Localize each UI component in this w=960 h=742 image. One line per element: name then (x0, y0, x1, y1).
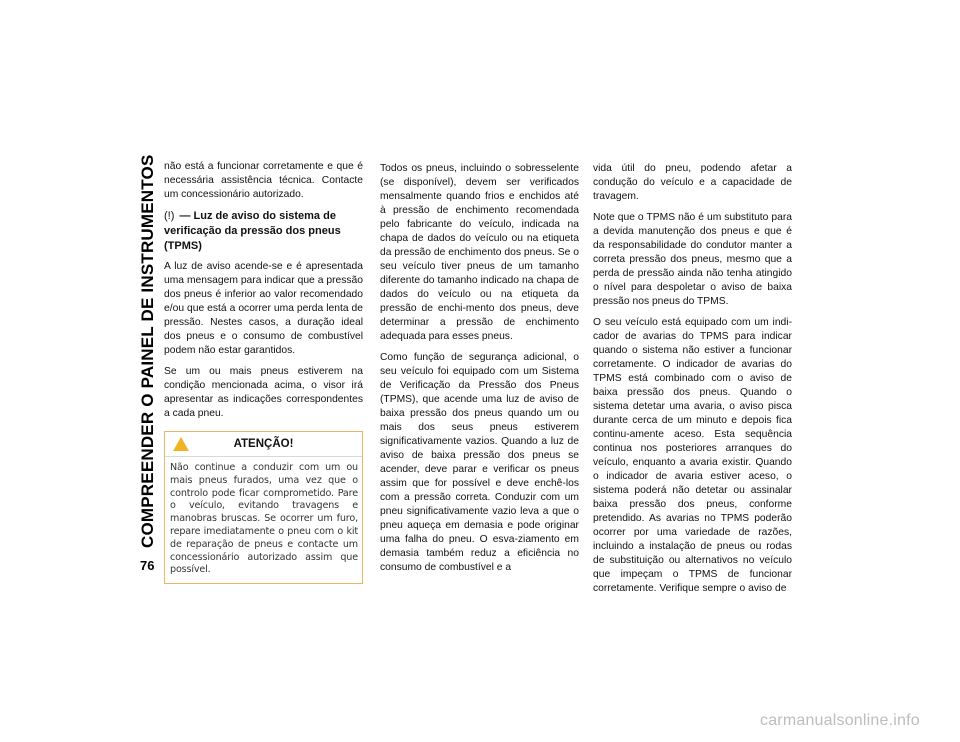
warning-title: ATENÇÃO! (233, 438, 294, 450)
warning-text: Não continue a conduzir com um ou mais pneus furados, uma vez que o controlo pode ficar comprometido. Pare o veículo, evitando travagens e manobras bruscas. Se ocorrer um furo, repare imediatamente o pneu com o kit de reparação de pneus e contacte um concessionário autorizado assim que possível. (170, 462, 358, 576)
section-heading-text: — Luz de aviso do sistema de verificação da pressão dos pneus (TPMS) (164, 210, 341, 252)
column-3 (593, 162, 792, 603)
paragraph: Se um ou mais pneus estiverem na condição mencionada acima, o visor irá apresentar as indicações correspondentes a cada pneu. (164, 366, 363, 419)
paragraph: A luz de aviso acende-se e é apresentada uma mensagem para indicar que a pressão dos pneus é inferior ao valor recomendado e/ou que está a ocorrer uma perda lenta de pressão. Nestes casos, a duração ideal dos pneus e o consumo de combustível podem não estar garantidos. (164, 261, 363, 356)
paragraph: Todos os pneus, incluindo o sobresselente (se disponível), devem ser verificados mensalmente quando frios e enchidos até à pressão de enchimento recomendada pelo fabricante do veículo, indicada na chapa de dados do veículo ou na etiqueta da pressão de enchimento dos pneus. Se o seu veículo tiver pneus de um tamanho diferente do tamanho indicado na chapa de dados do veículo ou na etiqueta da pressão de enchi-mento dos pneus, deve determinar a pressão de enchimento adequada para esses pneus. (380, 163, 579, 342)
watermark-link[interactable]: carmanualsonline.info (760, 712, 920, 729)
warning-triangle-icon (173, 437, 189, 451)
column-2 (380, 162, 579, 582)
paragraph: vida útil do pneu, podendo afetar a condução do veículo e a capacidade de travagem. (593, 163, 792, 202)
paragraph: Note que o TPMS não é um substituto para a devida manutenção dos pneus e que é da responsabilidade do condutor manter a correta pressão dos pneus, mesmo que a perda de pressão ainda não tenha atingido o nível para despoletar o aviso de baixa pressão nos pneus do TPMS. (593, 212, 792, 307)
paragraph: O seu veículo está equipado com um indi-cador de avarias do TPMS para indicar quando o sistema não estiver a funcionar corretamente. O indicador de avarias do TPMS está combinado com o aviso de baixa pressão dos pneus. Quando o sistema detetar uma avaria, o aviso pisca durante cerca de um minuto e depois fica continu-amente aceso. Esta sequência continua nos posteriores arranques do veículo, enquanto a avaria existir. Quando o indicador de avaria estiver aceso, o sistema poderá não detetar ou assinalar baixa pressão dos pneus, conforme pretendido. As avarias no TPMS poderão ocorrer por uma variedade de razões, incluindo a instalação de pneus ou rodas de substituição ou alternativos no veículo que impeçam o TPMS de funcionar corretamente. Verifique sempre o aviso de (593, 317, 792, 594)
warning-box (164, 431, 363, 584)
warning-header (165, 432, 362, 457)
tpms-warning-icon: (!) (164, 210, 175, 222)
chapter-side-title: COMPREENDER O PAINEL DE INSTRUMENTOS (138, 154, 157, 548)
paragraph: não está a funcionar corretamente e que é necessária assistência técnica. Contacte um concessionário autorizado. (164, 161, 363, 200)
column-1 (164, 160, 363, 584)
section-heading (164, 209, 363, 254)
page-number: 76 (140, 558, 155, 573)
paragraph: Como função de segurança adicional, o seu veículo foi equipado com um Sistema de Verificação da Pressão dos Pneus (TPMS), que acende uma luz de aviso de baixa pressão dos pneus quando um ou mais dos seus pneus estiverem significativamente vazios. Quando a luz de aviso de baixa pressão dos pneus se acender, deve parar e verificar os pneus assim que for possível e deve enchê-los com a pressão correta. Conduzir com um pneu significativamente vazio leva a que o pneu aqueça em demasia e pode originar uma falha do pneu. O esva-ziamento em demasia também reduz a eficiência no consumo de combustível e a (380, 352, 579, 573)
